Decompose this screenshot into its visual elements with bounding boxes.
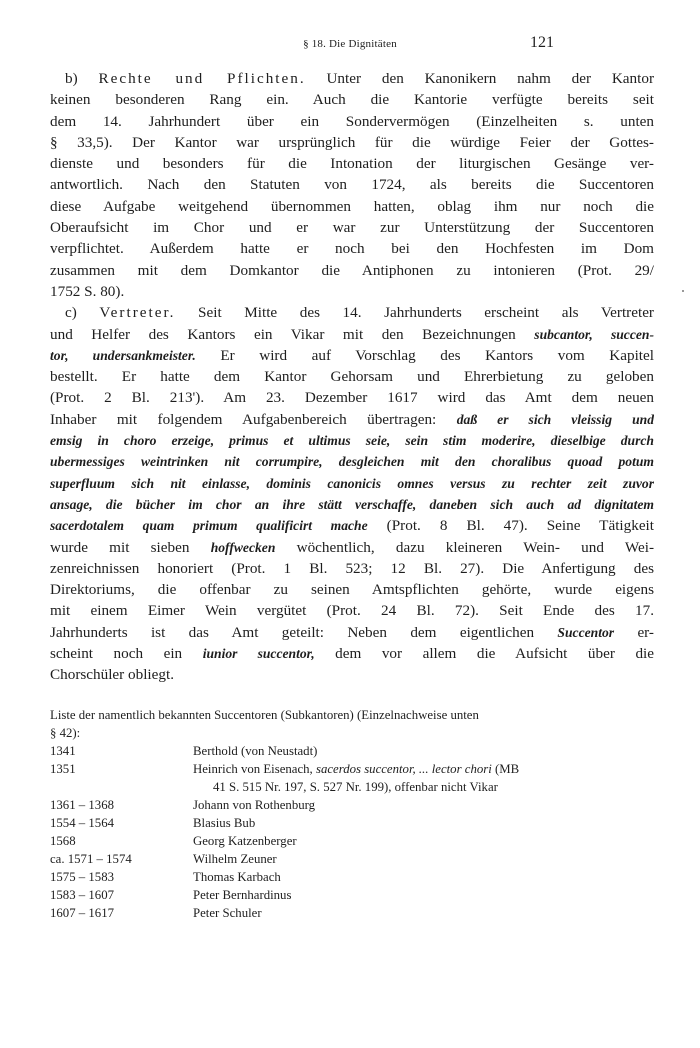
person-name: Berthold (von Neustadt) bbox=[193, 744, 318, 758]
quotation-line: superfluum sich nit einlasse, dominis canonicis omnes versus zu rechter zeit zuvor bbox=[50, 475, 654, 491]
text-span: dem vor allem die Aufsicht über die bbox=[335, 645, 654, 663]
list-item bbox=[50, 850, 654, 868]
quoted-term: Succentor bbox=[557, 624, 615, 640]
list-item bbox=[50, 814, 654, 832]
paragraph-rights-duties bbox=[50, 68, 654, 302]
text-line: bestellt. Er hatte dem Kantor Gehorsam und Ehrerbietung zu geloben bbox=[50, 368, 654, 386]
list-item bbox=[50, 832, 654, 850]
quotation-line: ansage, die bücher im chor an ihre stätt verschaffe, daneben sich auch ad dignitatem bbox=[50, 496, 654, 512]
text-line bbox=[50, 345, 654, 366]
text-span: scheint noch ein bbox=[50, 645, 183, 663]
succentor-list bbox=[50, 742, 654, 922]
quoted-term: sacerdos succentor, ... lector chori bbox=[315, 762, 492, 776]
text-span: Er wird auf Vorschlag des Kantors vom Kapitel bbox=[220, 346, 654, 364]
quotation: daß er sich vleissig und bbox=[456, 411, 654, 427]
page-number: 121 bbox=[530, 34, 554, 51]
text-line bbox=[50, 324, 654, 345]
list-item bbox=[50, 868, 654, 886]
person-name: Johann von Rothenburg bbox=[193, 798, 316, 812]
header-title: § 18. Die Dignitäten bbox=[303, 38, 397, 50]
text-line: zusammen mit dem Domkantor die Antiphonen zu intonieren (Prot. 29/ bbox=[50, 261, 654, 279]
text-line bbox=[50, 643, 654, 664]
list-item bbox=[50, 886, 654, 904]
paragraph-representative bbox=[50, 302, 654, 685]
text-span: Unter den Kanonikern nahm der Kantor bbox=[326, 70, 654, 87]
quoted-term: iunior succentor, bbox=[202, 646, 315, 662]
dates: 1575 – 1583 bbox=[50, 870, 114, 884]
person-name: Blasius Bub bbox=[193, 816, 256, 830]
text-line: (Prot. 2 Bl. 213'). Am 23. Dezember 1617 wird das Amt dem neuen bbox=[50, 389, 654, 407]
text-line bbox=[50, 302, 654, 323]
list-item bbox=[50, 796, 654, 814]
person-name: Peter Bernhardinus bbox=[193, 888, 292, 902]
text-line: 1752 S. 80). bbox=[50, 282, 125, 300]
text-line: Chorschüler obliegt. bbox=[50, 666, 175, 684]
quoted-term: tor, undersankmeister. bbox=[50, 347, 196, 363]
paragraph-label: b) bbox=[65, 70, 78, 87]
text-line: keinen besonderen Rang ein. Auch die Kantorie verfügte bereits seit bbox=[50, 91, 654, 109]
text-line: dienste und besonders für die Intonation der liturgischen Gesänge ver- bbox=[50, 155, 654, 173]
person-name: Thomas Karbach bbox=[193, 870, 281, 884]
text-line: Direktoriums, die offenbar zu seinen Amtspflichten gehörte, wurde eigens bbox=[50, 581, 654, 599]
person-name: Georg Katzenberger bbox=[193, 834, 297, 848]
text-line: Liste der namentlich bekannten Succentoren (Subkantoren) (Einzelnachweise unten bbox=[50, 708, 479, 722]
main-text bbox=[50, 68, 654, 686]
quoted-term: hoffwecken bbox=[210, 539, 276, 555]
text-span: und Helfer des Kantors ein Vikar mit den Bezeichnungen bbox=[50, 325, 516, 343]
list-intro bbox=[50, 706, 654, 742]
text-span: Inhaber mit folgendem Aufgabenbereich übertragen: bbox=[50, 410, 437, 428]
list-item bbox=[50, 904, 654, 922]
list-item bbox=[50, 742, 654, 760]
quoted-term: subcantor, succen- bbox=[534, 326, 654, 342]
text-line bbox=[50, 622, 654, 643]
text-line: dem 14. Jahrhundert über ein Sondervermögen (Einzelheiten s. unten bbox=[50, 112, 654, 130]
text-line bbox=[50, 515, 654, 536]
text-span: Seit Mitte des 14. Jahrhunderts erscheint als Vertreter bbox=[198, 304, 654, 322]
text-line: antwortlich. Nach den Statuten von 1724, als bereits die Succentoren bbox=[50, 176, 654, 194]
person-name: Wilhelm Zeuner bbox=[193, 852, 277, 866]
text-span: Heinrich von Eisenach, bbox=[193, 762, 313, 776]
text-line bbox=[50, 537, 654, 558]
text-line: zenreichnissen honoriert (Prot. 1 Bl. 523; 12 Bl. 27). Die Anfertigung des bbox=[50, 559, 654, 577]
dates: 1554 – 1564 bbox=[50, 816, 114, 830]
text-span: (MB bbox=[494, 762, 520, 776]
text-span: wöchentlich, dazu kleineren Wein- und Wei- bbox=[296, 538, 654, 556]
quotation: sacerdotalem quam primum qualificirt mache bbox=[50, 518, 368, 534]
dates: 1583 – 1607 bbox=[50, 888, 114, 902]
quotation-line: emsig in choro erzeige, primus et ultimus seie, sein stim moderire, dieselbige durch bbox=[50, 433, 654, 449]
text-line bbox=[50, 409, 654, 430]
text-line: Oberaufsicht im Chor und er war zur Unterstützung der Succentoren bbox=[50, 219, 654, 237]
quotation-line: ubermessiges weintrinken nit corrumpire, desgleichen mit den choralibus quoad potum bbox=[50, 454, 654, 470]
text-line: 41 S. 515 Nr. 197, S. 527 Nr. 199), offenbar nicht Vikar bbox=[213, 780, 498, 794]
margin-mark bbox=[682, 290, 684, 292]
text-span: wurde mit sieben bbox=[50, 538, 190, 556]
dates: 1361 – 1368 bbox=[50, 798, 114, 812]
dates: 1607 – 1617 bbox=[50, 906, 114, 920]
text-line: § 33,5). Der Kantor war ursprünglich für die würdige Feier der Gottes- bbox=[50, 133, 654, 151]
paragraph-label: c) bbox=[65, 304, 77, 322]
text-line bbox=[50, 68, 654, 89]
text-line: diese Aufgabe weitgehend übernommen hatten, oblag ihm nur noch die bbox=[50, 197, 654, 215]
text-span: Jahrhunderts ist das Amt geteilt: Neben dem eigentlichen bbox=[50, 623, 535, 641]
section-heading: Rechte und Pflichten. bbox=[98, 70, 306, 87]
person-name: Peter Schuler bbox=[193, 906, 262, 920]
dates: 1568 bbox=[50, 834, 76, 848]
dates: 1351 bbox=[50, 762, 76, 776]
text-line: § 42): bbox=[50, 726, 81, 740]
dates: ca. 1571 – 1574 bbox=[50, 852, 132, 866]
section-heading: Vertreter. bbox=[99, 304, 176, 322]
text-span: (Prot. 8 Bl. 47). Seine Tätigkeit bbox=[386, 517, 654, 535]
dates: 1341 bbox=[50, 744, 76, 758]
person-name bbox=[193, 760, 654, 796]
text-span: er- bbox=[637, 623, 654, 641]
text-line: mit einem Eimer Wein vergütet (Prot. 24 Bl. 72). Seit Ende des 17. bbox=[50, 602, 654, 620]
text-line: verpflichtet. Außerdem hatte er noch bei den Hochfesten im Dom bbox=[50, 240, 654, 258]
list-item bbox=[50, 760, 654, 796]
